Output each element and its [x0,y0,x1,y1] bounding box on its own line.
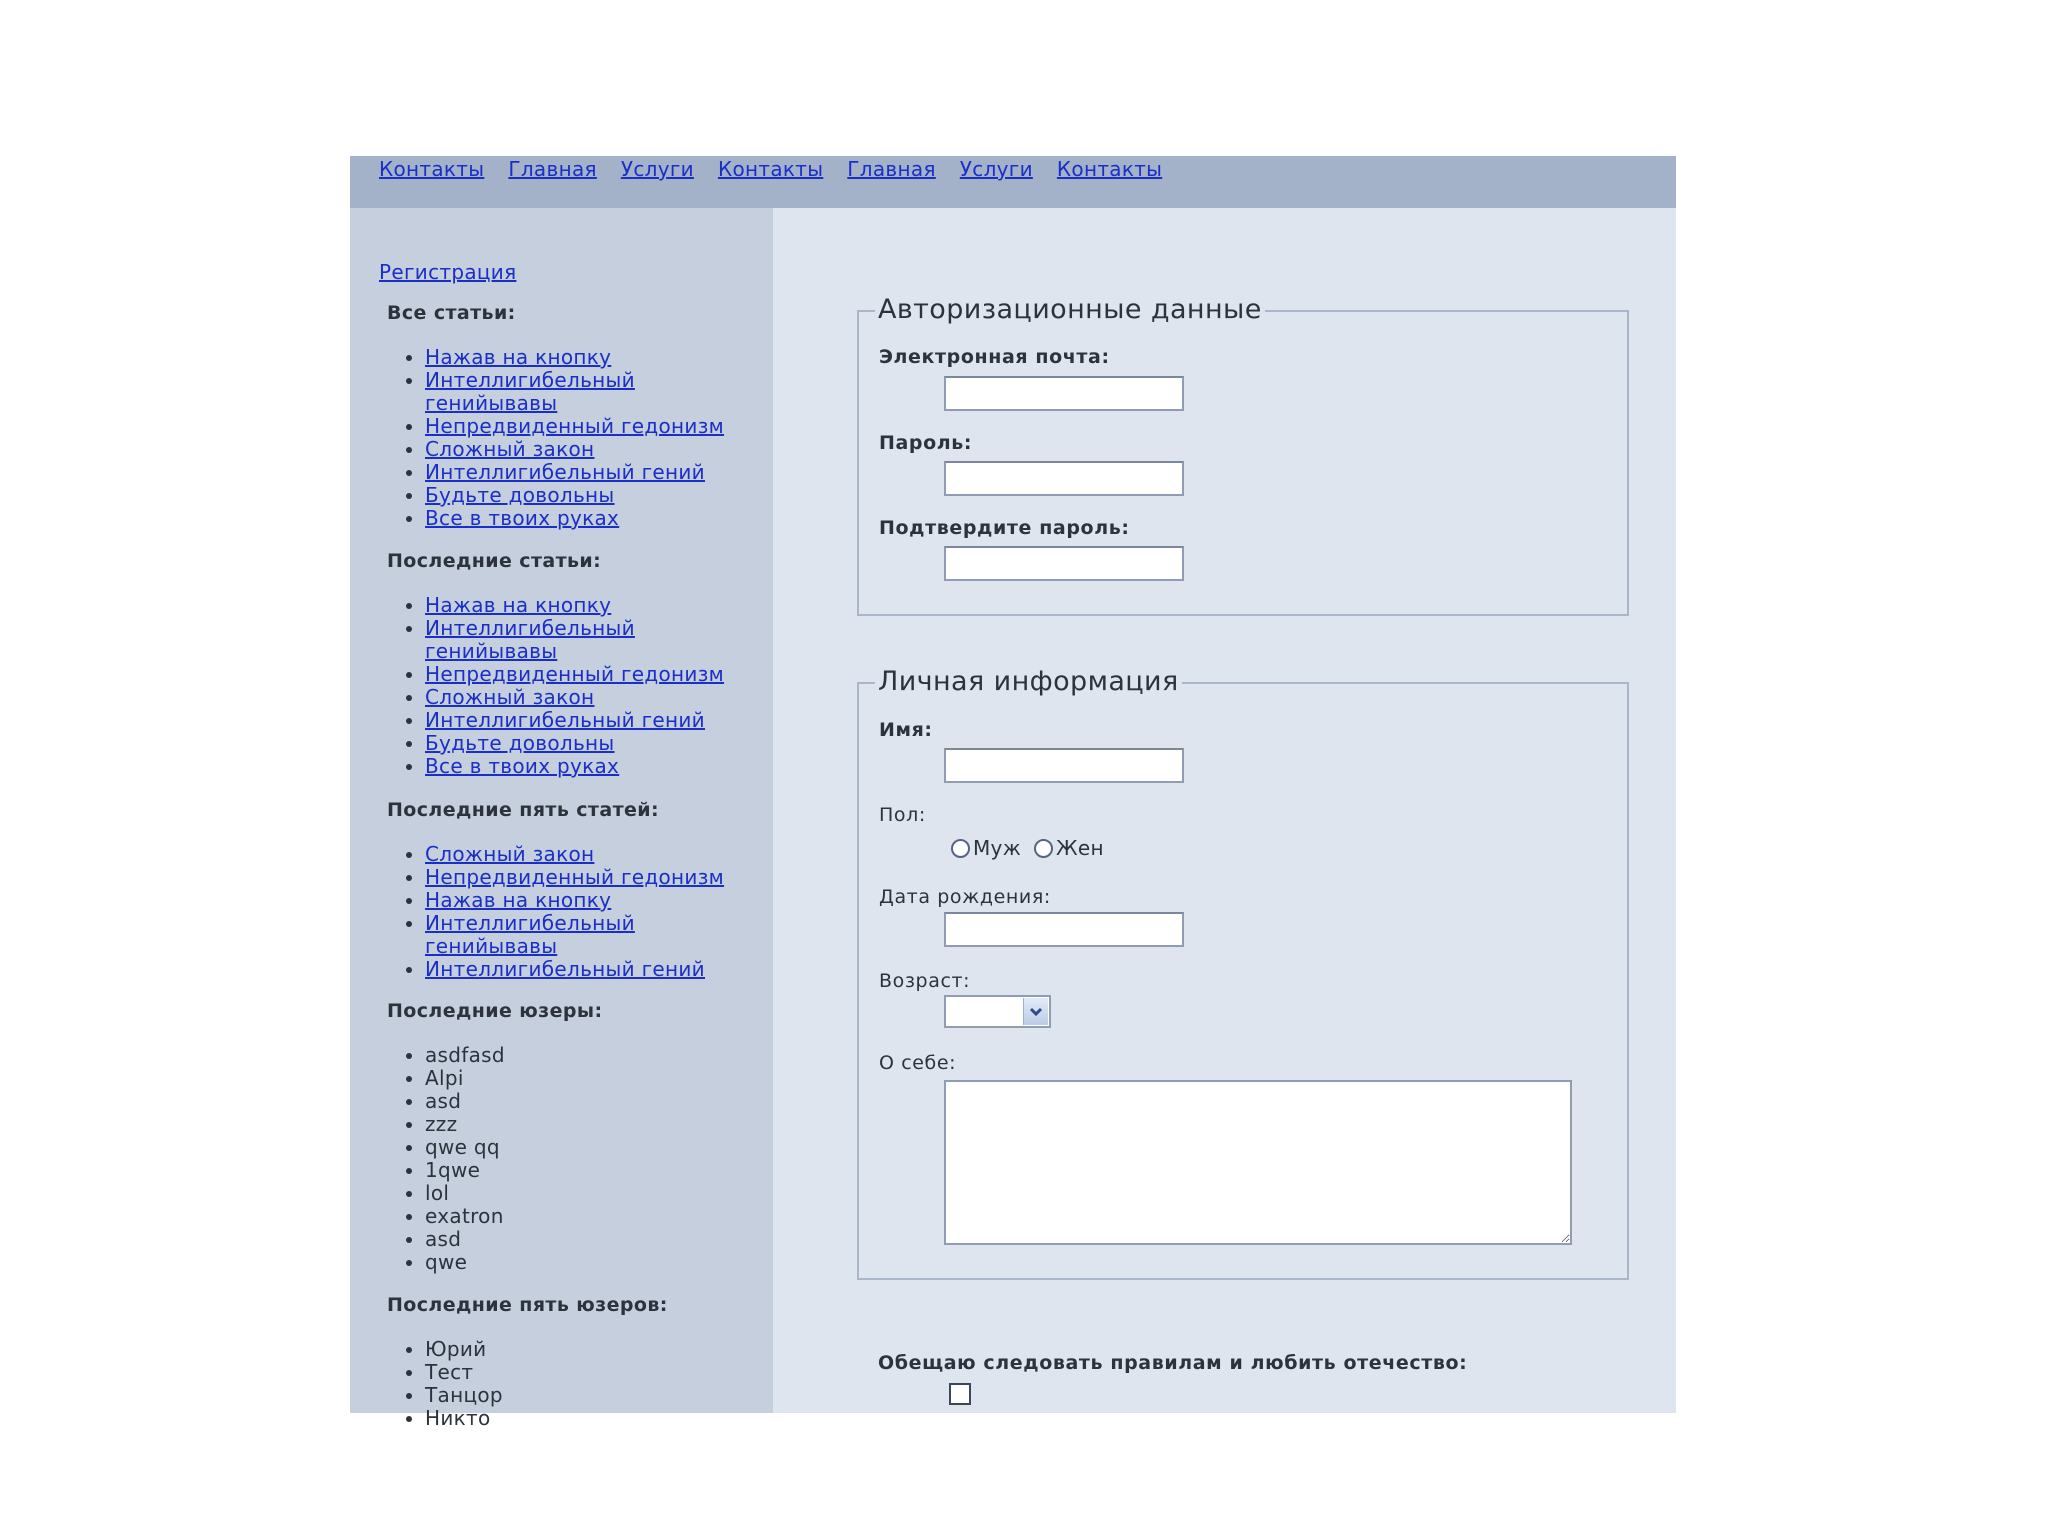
sidebar-heading-last-five-articles: Последние пять статей: [387,799,659,821]
list-item [425,617,765,663]
age-label: Возраст: [879,970,971,992]
article-link[interactable]: Сложный закон [425,685,595,709]
article-link[interactable]: Сложный закон [425,437,595,461]
age-select[interactable] [944,995,1051,1028]
confirm-password-input[interactable] [944,546,1184,581]
article-link[interactable]: Все в твоих руках [425,506,620,530]
user-item: • Юрий [425,1338,765,1361]
nav-link-contacts[interactable]: Контакты [717,157,824,181]
sidebar-heading-recent-users: Последние юзеры: [387,1000,603,1022]
user-item: • qwe qq [425,1136,765,1159]
article-link[interactable]: Непредвиденный гедонизм [425,414,725,438]
email-input[interactable] [944,376,1184,411]
confirm-password-label: Подтвердите пароль: [879,517,1130,539]
sidebar-heading-all-articles: Все статьи: [387,302,516,324]
nav-link-home[interactable]: Главная [847,157,936,181]
list-item [425,415,765,438]
list-item [425,958,765,981]
last-five-users-clip [350,1336,773,1430]
list-item [425,709,765,732]
about-label: О себе: [879,1052,957,1074]
agreement-label: Обещаю следовать правилам и любить отечество: [878,1352,1468,1374]
user-item: • Никто [425,1407,765,1430]
personal-legend: Личная информация [875,665,1182,699]
list-item [425,866,765,889]
recent-articles-list [387,594,765,778]
article-link[interactable]: Будьте довольны [425,483,615,507]
nav-link-contacts[interactable]: Контакты [379,157,485,181]
password-label: Пароль: [879,432,973,454]
gender-female-radio[interactable] [1034,839,1053,858]
list-item [425,912,765,958]
name-label: Имя: [879,719,933,741]
register-link[interactable]: Регистрация [379,260,517,284]
article-link[interactable]: Интеллигибельный гений [425,957,705,981]
all-articles-list [387,346,765,530]
article-link[interactable]: Будьте довольны [425,731,615,755]
article-link[interactable]: Все в твоих руках [425,754,620,778]
article-link[interactable]: Интеллигибельный гений [425,460,705,484]
list-item [425,507,765,530]
recent-users-list [387,1044,765,1274]
user-item: • asd [425,1090,765,1113]
chevron-down-icon[interactable] [1023,998,1048,1025]
user-item: • zzz [425,1113,765,1136]
name-input[interactable] [944,748,1184,783]
last-five-articles-list [387,843,765,981]
list-item [425,663,765,686]
about-textarea[interactable] [944,1080,1572,1245]
article-link[interactable]: Интеллигибельный генийывавы [425,616,635,663]
gender-male-radio[interactable] [951,839,970,858]
last-five-users-list [387,1338,765,1430]
article-link[interactable]: Интеллигибельный генийывавы [425,368,635,415]
article-link[interactable]: Интеллигибельный генийывавы [425,911,635,958]
list-item [425,346,765,369]
user-item: • qwe [425,1251,765,1274]
gender-label: Пол: [879,804,926,826]
list-item [425,889,765,912]
password-input[interactable] [944,461,1184,496]
list-item [425,369,765,415]
sidebar-heading-recent-articles: Последние статьи: [387,550,602,572]
list-item [425,843,765,866]
gender-male-label: Муж [973,836,1022,860]
sidebar-heading-last-five-users: Последние пять юзеров: [387,1294,668,1316]
list-item [425,594,765,617]
user-item: • 1qwe [425,1159,765,1182]
user-item: • asd [425,1228,765,1251]
list-item [425,732,765,755]
article-link[interactable]: Нажав на кнопку [425,345,612,369]
nav-link-services[interactable]: Услуги [959,157,1033,181]
article-link[interactable]: Непредвиденный гедонизм [425,865,725,889]
gender-radio-group [951,836,1117,860]
article-link[interactable]: Сложный закон [425,842,595,866]
user-item: • Тест [425,1361,765,1384]
gender-female-label: Жен [1056,836,1104,860]
user-item: • lol [425,1182,765,1205]
article-link[interactable]: Непредвиденный гедонизм [425,662,725,686]
nav-link-contacts[interactable]: Контакты [1056,157,1163,181]
auth-legend: Авторизационные данные [875,293,1265,327]
nav-link-services[interactable]: Услуги [620,157,694,181]
user-item: • exatron [425,1205,765,1228]
top-nav-links [379,154,1186,184]
list-item [425,438,765,461]
article-link[interactable]: Нажав на кнопку [425,593,612,617]
birth-date-label: Дата рождения: [879,886,1051,908]
agreement-checkbox[interactable] [949,1383,971,1405]
user-item: • Танцор [425,1384,765,1407]
email-label: Электронная почта: [879,346,1110,368]
list-item [425,484,765,507]
top-navigation [350,156,1676,208]
birth-date-input[interactable] [944,912,1184,947]
list-item [425,755,765,778]
user-item: • asdfasd [425,1044,765,1067]
list-item [425,461,765,484]
list-item [425,686,765,709]
user-item: • Alpi [425,1067,765,1090]
article-link[interactable]: Интеллигибельный гений [425,708,705,732]
article-link[interactable]: Нажав на кнопку [425,888,612,912]
nav-link-home[interactable]: Главная [508,157,597,181]
